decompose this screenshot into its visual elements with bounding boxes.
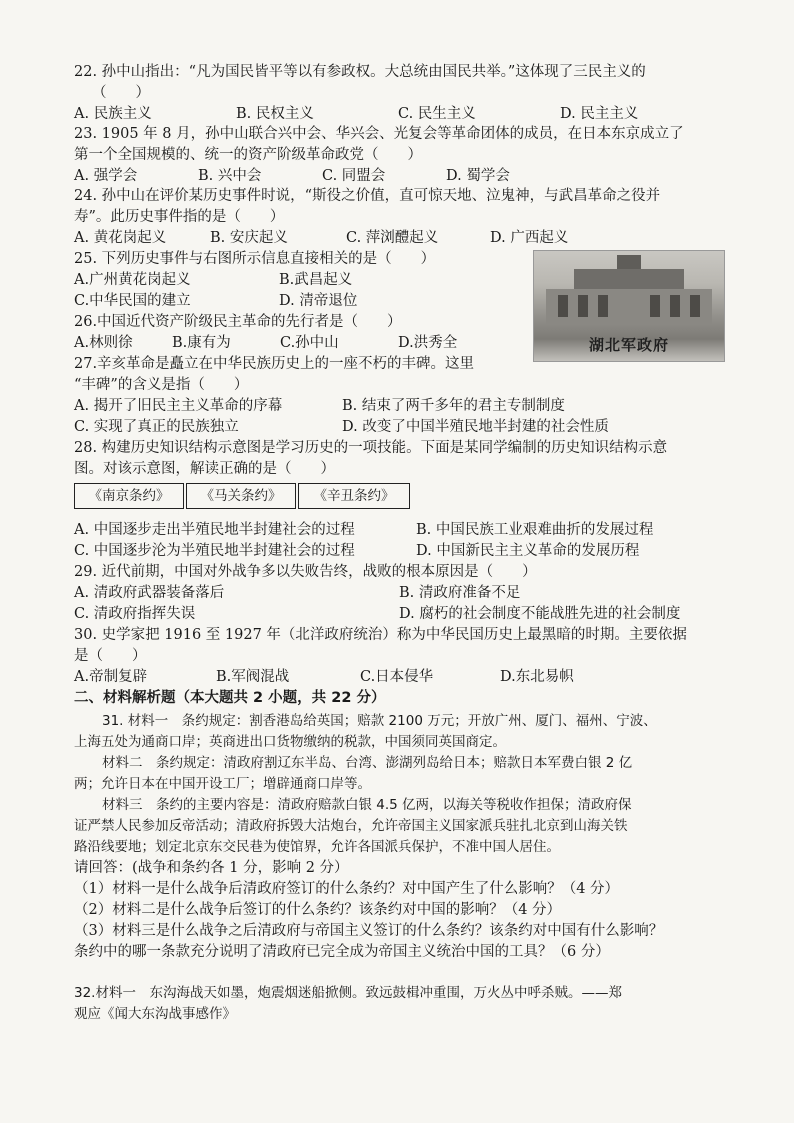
q31-sub2: （2）材料二是什么战争后签订的什么条约？该条约对中国的影响？（4 分）: [74, 902, 562, 918]
section2-title: 二、材料解析题（本大题共 2 小题，共 22 分）: [74, 690, 386, 706]
photo-caption: 湖北军政府: [588, 336, 669, 354]
q26-option-c: C.孙中山: [280, 335, 339, 351]
q31-material3-line3: 路沿线要地；划定北京东交民巷为使馆界，允许各国派兵保护，不准中国人居住。: [74, 839, 560, 855]
q22-option-d: D. 民主主义: [560, 106, 639, 122]
q26-option-a: A.林则徐: [74, 335, 133, 351]
q24-option-c: C. 萍浏醴起义: [346, 230, 439, 246]
q27-stem: 27.辛亥革命是矗立在中华民族历史上的一座不朽的丰碑。这里: [74, 356, 475, 372]
q29-options-row2: [74, 604, 724, 624]
q32-material1-line2: 观应《闻大东沟战事感作》: [74, 1006, 236, 1022]
q32-material1-line1: 32.材料一 东沟海战天如墨，炮震烟迷船掀侧。致远鼓楫冲重围，万火丛中呼杀贼。——郑: [74, 985, 622, 1001]
q22-stem: 22. 孙中山指出：“凡为国民皆平等以有参政权。大总统由国民共举。”这体现了三民主义的: [74, 64, 646, 80]
q26-stem: 26.中国近代资产阶级民主革命的先行者是（ ）: [74, 314, 402, 330]
q30-option-d: D.东北易帜: [500, 669, 574, 685]
q29-option-d: D. 腐朽的社会制度不能战胜先进的社会制度: [399, 606, 681, 622]
q24-options: [74, 228, 724, 248]
q31-material2-line2: 两；允许日本在中国开设工厂；增辟通商口岸等。: [74, 776, 371, 792]
q22-paren: （ ）: [92, 85, 150, 101]
q26-option-d: D.洪秀全: [398, 335, 458, 351]
q23-option-c: C. 同盟会: [322, 168, 386, 184]
q31-instructions: 请回答：(战争和条约各 1 分，影响 2 分）: [74, 860, 349, 876]
q25-option-c: C.中华民国的建立: [74, 293, 191, 309]
q24-option-a: A. 黄花岗起义: [74, 230, 167, 246]
q31-material3-line2: 证严禁人民参加反帝活动；清政府拆毁大沽炮台，允许帝国主义国家派兵驻扎北京到山海关铁: [74, 818, 628, 834]
treaty-box-nanjing: 《南京条约》: [74, 483, 184, 509]
q29-stem: 29. 近代前期，中国对外战争多以失败告终，战败的根本原因是（ ）: [74, 564, 537, 580]
q31-material1-line2: 上海五处为通商口岸；英商进出口货物缴纳的税款，中国须同英国商定。: [74, 734, 506, 750]
q25-stem: 25. 下列历史事件与右图所示信息直接相关的是（ ）: [74, 251, 436, 267]
q28-options-row1: [74, 520, 724, 540]
q30-stem-cont: 是（ ）: [74, 648, 147, 664]
q28-option-c: C. 中国逐步沦为半殖民地半封建社会的过程: [74, 543, 355, 559]
q27-option-d: D. 改变了中国半殖民地半封建的社会性质: [342, 419, 609, 435]
q31-sub3-line1: （3）材料三是什么战争之后清政府与帝国主义签订的什么条约？该条约对中国有什么影响？: [74, 923, 664, 939]
q26-options: [74, 333, 514, 353]
q28-stem-cont: 图。对该示意图，解读正确的是（ ）: [74, 461, 335, 477]
q28-options-row2: [74, 541, 724, 561]
q31-material1-line1: 31. 材料一 条约规定：割香港岛给英国；赔款 2100 万元；开放广州、厦门、福州、宁波、: [102, 713, 657, 729]
q22-option-c: C. 民生主义: [398, 106, 476, 122]
q28-option-b: B. 中国民族工业艰难曲折的发展过程: [416, 522, 654, 538]
q27-options-row2: [74, 417, 724, 437]
q31-material3-line1: 材料三 条约的主要内容是：清政府赔款白银 4.5 亿两，以海关等税收作担保；清政府保: [102, 797, 632, 813]
q27-options-row1: [74, 396, 724, 416]
q25-option-a: A.广州黄花岗起义: [74, 272, 191, 288]
q28-option-a: A. 中国逐步走出半殖民地半封建社会的过程: [74, 522, 355, 538]
treaty-box-xinchou: 《辛丑条约》: [298, 483, 410, 509]
q27-stem-cont: “丰碑”的含义是指（ ）: [74, 377, 249, 393]
q30-option-c: C.日本侵华: [360, 669, 434, 685]
q23-option-b: B. 兴中会: [198, 168, 262, 184]
q29-option-b: B. 清政府准备不足: [399, 585, 521, 601]
q26-option-b: B.康有为: [172, 335, 231, 351]
q25-option-d: D. 清帝退位: [279, 293, 358, 309]
q27-option-a: A. 揭开了旧民主主义革命的序幕: [74, 398, 283, 414]
q31-sub1: （1）材料一是什么战争后清政府签订的什么条约？对中国产生了什么影响？（4 分）: [74, 881, 620, 897]
q22-option-a: A. 民族主义: [74, 106, 152, 122]
q28-option-d: D. 中国新民主主义革命的发展历程: [416, 543, 640, 559]
q23-option-a: A. 强学会: [74, 168, 138, 184]
q31-material2-line1: 材料二 条约规定：清政府割辽东半岛、台湾、澎湖列岛给日本；赔款日本军费白银 2 亿: [102, 755, 633, 771]
q29-option-c: C. 清政府指挥失误: [74, 606, 196, 622]
q23-stem: 23. 1905 年 8 月，孙中山联合兴中会、华兴会、光复会等革命团体的成员，在日本东京成立了: [74, 126, 684, 142]
q22-options: [74, 104, 724, 124]
q25-option-b: B.武昌起义: [279, 272, 353, 288]
q24-option-d: D. 广西起义: [490, 230, 569, 246]
q28-stem: 28. 构建历史知识结构示意图是学习历史的一项技能。下面是某同学编制的历史知识结构示意: [74, 440, 668, 456]
hubei-military-government-photo: [533, 250, 725, 362]
q22-option-b: B. 民权主义: [236, 106, 314, 122]
q29-option-a: A. 清政府武器装备落后: [74, 585, 225, 601]
q27-option-c: C. 实现了真正的民族独立: [74, 419, 239, 435]
q30-option-a: A.帝制复辟: [74, 669, 148, 685]
q23-stem-cont: 第一个全国规模的、统一的资产阶级革命政党（ ）: [74, 147, 422, 163]
q24-stem-cont: 寿”。此历史事件指的是（ ）: [74, 209, 285, 225]
q25-options-row1: [74, 270, 514, 290]
q30-stem: 30. 史学家把 1916 至 1927 年（北洋政府统治）称为中华民国历史上最黑暗的时期。主要依据: [74, 627, 687, 643]
q25-options-row2: [74, 291, 514, 311]
q31-sub3-line2: 条约中的哪一条款充分说明了清政府已完全成为帝国主义统治中国的工具？（6 分）: [74, 944, 610, 960]
treaty-boxes: [74, 483, 412, 509]
q27-option-b: B. 结束了两千多年的君主专制制度: [342, 398, 565, 414]
q30-option-b: B.军阀混战: [216, 669, 290, 685]
q30-options: [74, 667, 724, 687]
q23-option-d: D. 蜀学会: [446, 168, 510, 184]
q29-options-row1: [74, 583, 724, 603]
q23-options: [74, 166, 724, 186]
q24-option-b: B. 安庆起义: [210, 230, 288, 246]
q24-stem: 24. 孙中山在评价某历史事件时说，“斯役之价值，直可惊天地、泣鬼神，与武昌革命之役并: [74, 188, 661, 204]
treaty-box-maguan: 《马关条约》: [186, 483, 296, 509]
